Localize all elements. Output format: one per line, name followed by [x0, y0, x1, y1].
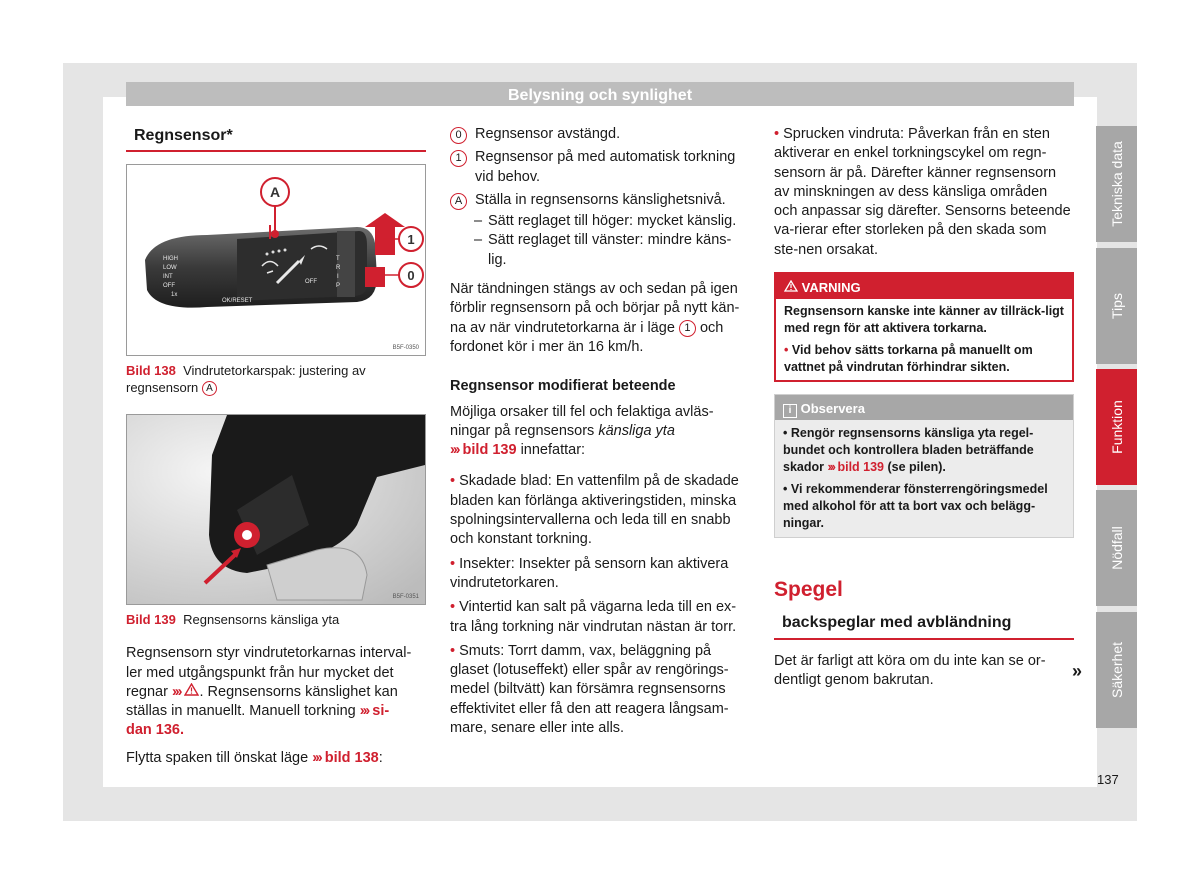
- figure-code: B5F-0351: [392, 594, 419, 601]
- ref-arrows-icon: ›››: [171, 683, 181, 700]
- lever-label-int: INT: [163, 274, 173, 281]
- tab-tips[interactable]: Tips: [1096, 248, 1137, 364]
- tab-funktion[interactable]: Funktion: [1096, 369, 1137, 485]
- lever-trip-t: T: [336, 256, 340, 263]
- list-item: A Ställa in regnsensorns känslighetsnivå.: [450, 191, 748, 210]
- note-box: [774, 394, 1074, 538]
- list-item: • Skadade blad: En vattenfilm på de skadade bladen kan förlänga aktiveringstiden, minska spolningsintervallerna och leda till en snabb och konstant torkning.: [450, 473, 739, 548]
- warning-triangle-icon: [184, 683, 199, 696]
- column-2: [450, 125, 748, 743]
- section-title: Regnsensor*: [126, 126, 426, 152]
- lever-label-off: OFF: [163, 283, 175, 290]
- lever-trip-p: P: [336, 283, 341, 290]
- column-1: [126, 126, 426, 768]
- figure-link[interactable]: bild 139: [462, 442, 517, 459]
- lever-label-low: LOW: [163, 265, 177, 272]
- lever-label-high: HIGH: [163, 256, 178, 263]
- callout-a: A: [269, 184, 281, 201]
- list-item: 0 Regnsensor avstängd.: [450, 125, 748, 144]
- tab-nodfall[interactable]: Nödfall: [1096, 490, 1137, 606]
- lever-label-ok-reset: OK/RESET: [222, 298, 253, 305]
- rain-sensor-illustration: [127, 415, 425, 604]
- callout-0: 0: [407, 268, 415, 284]
- warning-triangle-icon: [784, 280, 798, 292]
- figure-138: [126, 164, 426, 356]
- list-item: • Insekter: Insekter på sensorn kan aktivera vindrutetorkaren.: [450, 555, 729, 591]
- column-3: [774, 125, 1082, 690]
- lever-label-off-2: OFF: [305, 279, 317, 286]
- warning-box: [774, 272, 1074, 382]
- page-number: 137: [1097, 772, 1119, 787]
- subsection-heading: backspeglar med avbländning: [774, 613, 1074, 639]
- wiper-lever-illustration: [127, 165, 425, 355]
- note-header: i Observera: [775, 395, 1073, 420]
- figure-138-caption: Bild 138 Vindrutetorkarspak: justering av regnsensorn A: [126, 363, 366, 396]
- callout-1: 1: [407, 232, 415, 248]
- page-link[interactable]: si-dan 136.: [126, 703, 390, 739]
- list-item: 1 Regnsensor på med automatisk torkning vid behov.: [450, 148, 748, 187]
- figure-link[interactable]: bild 139: [837, 460, 885, 475]
- warning-header: VARNING: [776, 274, 1072, 299]
- tab-sakerhet[interactable]: Säkerhet: [1096, 612, 1137, 728]
- section-heading: Spegel: [774, 578, 843, 602]
- lever-trip-i: I: [337, 274, 339, 281]
- instruction-paragraph: Flytta spaken till önskat läge ››› bild 138:: [126, 749, 383, 766]
- list-item: • Vintertid kan salt på vägarna leda till en ex-tra lång torkning när vindrutan nästan är torr.: [450, 599, 737, 635]
- figure-code: B5F-0350: [392, 345, 419, 352]
- lever-label-1x: 1x: [171, 292, 178, 299]
- info-icon: i: [783, 404, 797, 418]
- mirror-paragraph: Det är farligt att köra om du inte kan se or-dentligt genom bakrutan. »: [774, 652, 1082, 688]
- figure-link[interactable]: bild 138: [324, 749, 379, 766]
- figure-139: [126, 414, 426, 605]
- list-item: • Sprucken vindruta: Påverkan från en sten aktiverar en enkel torkningscykel om regn-sensorn är på. Därefter känner regnsensorn av minskningen av dess känsliga områden och anpassar sig därefter. Sensorns beteende va-rierar efter storleken på den skada som ste-nen orsakat.: [774, 126, 1071, 258]
- tab-tekniska-data[interactable]: Tekniska data: [1096, 126, 1137, 242]
- lever-trip-r: R: [336, 265, 341, 272]
- ignition-paragraph: När tändningen stängs av och sedan på igen förblir regnsensorn på och börjar på nytt kän-na av när vindrutetorkarna är i läge 1 och fordonet kör i mer än 16 km/h.: [450, 281, 740, 355]
- intro-paragraph: Regnsensorn styr vindrutetorkarnas interval-ler med utgångspunkt från hur mycket det regnar ››› . Regnsensorns känslighet kan ställas in manuellt. Manuell torkning ››› si-dan 136.: [126, 645, 412, 739]
- dash-item: – Sätt reglaget till höger: mycket känslig.: [450, 212, 748, 231]
- causes-paragraph: Möjliga orsaker till fel och felaktiga avläs-ningar på regnsensors känsliga yta ››› bild 139 innefattar:: [450, 403, 714, 459]
- dash-item: – Sätt reglaget till vänster: mindre käns-lig.: [450, 231, 748, 270]
- continue-arrow-icon: »: [1071, 660, 1082, 681]
- bullet-list: [450, 472, 748, 738]
- figure-139-caption: Bild 139 Regnsensorns känsliga yta: [126, 612, 340, 628]
- warning-body: Regnsensorn kanske inte känner av tillräck-ligt med regn för att aktivera torkarna. • Vid behov sätts torkarna på manuellt om vattnet på vindrutan förhindrar sikten.: [784, 304, 1064, 375]
- note-body: • Rengör regnsensorns känsliga yta regel-bundet och kontrollera bladen beträffande skador ››› bild 139 (se pilen). • Vi rekommenderar fönsterrengöringsmedel med alkohol för att ta bort vax och belägg-ningar.: [783, 426, 1048, 531]
- subsection-title: Regnsensor modifierat beteende: [450, 378, 676, 395]
- page-header: Belysning och synlighet: [126, 82, 1074, 106]
- list-item: • Smuts: Torrt damm, vax, beläggning på glaset (lotuseffekt) eller spår av rengörings-medel (biltvätt) kan försämra regnsensorns effektivitet eller få den att reagera långsam-mare, senare eller inte alls.: [450, 642, 729, 737]
